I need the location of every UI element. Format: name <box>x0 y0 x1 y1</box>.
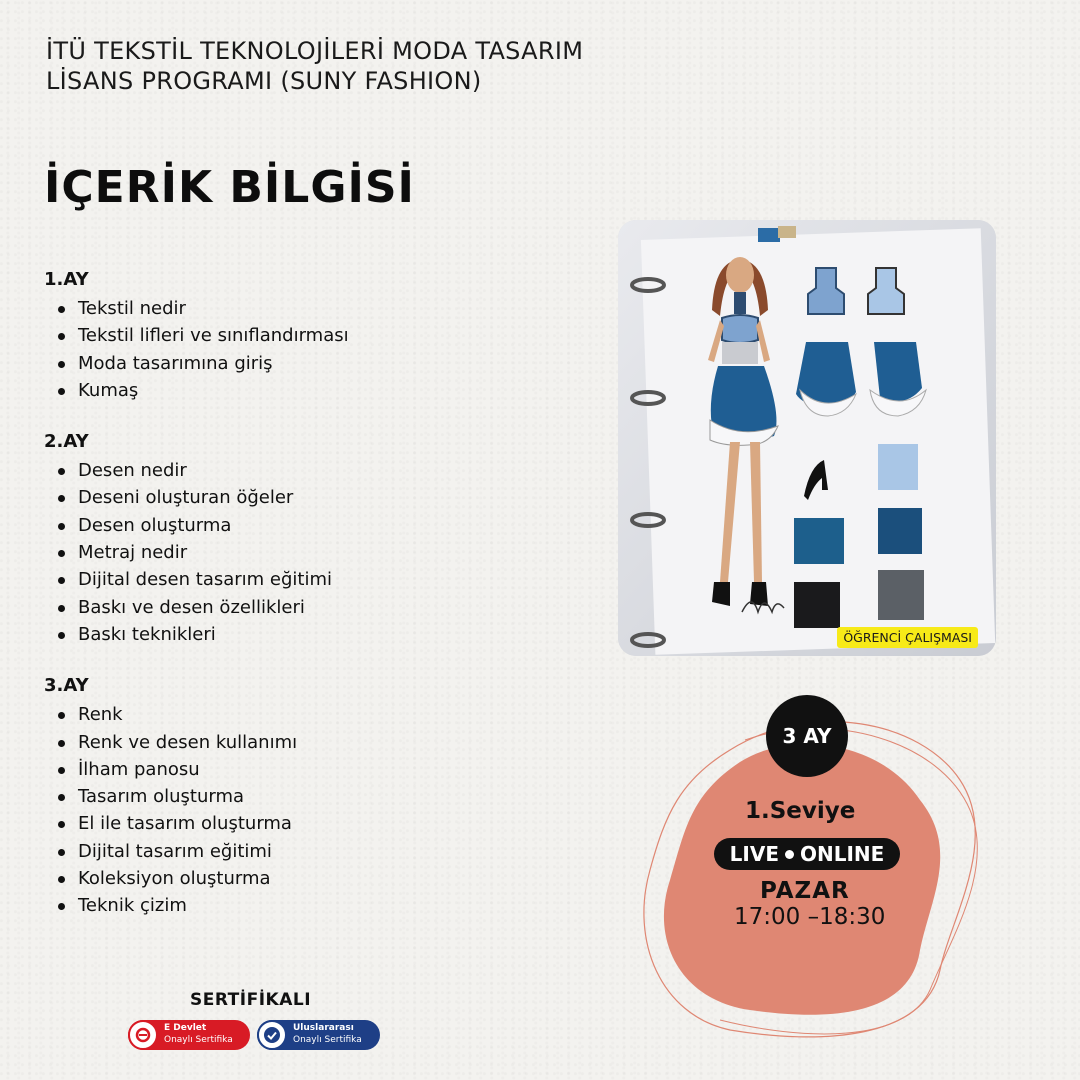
bullet-icon <box>58 821 65 828</box>
bullet-icon <box>58 468 65 475</box>
bullet-icon <box>58 632 65 639</box>
program-header-line2: LİSANS PROGRAMI (SUNY FASHION) <box>46 67 482 95</box>
bullet-icon <box>58 495 65 502</box>
bullet-icon <box>58 523 65 530</box>
bullet-icon <box>58 794 65 801</box>
live-online-pill <box>714 838 900 870</box>
list-item <box>58 810 564 837</box>
checkmark-icon <box>257 1020 287 1050</box>
bullet-icon <box>58 740 65 747</box>
bullet-icon <box>58 876 65 883</box>
level-label: 1.Seviye <box>745 798 856 824</box>
international-certificate-badge <box>257 1020 380 1050</box>
list-item <box>58 566 564 593</box>
list-item <box>58 594 564 621</box>
list-item <box>58 295 564 322</box>
intl-line2: Onaylı Sertifika <box>293 1035 362 1045</box>
month-section-2 <box>44 430 564 648</box>
month-section-1 <box>44 268 564 404</box>
duration-badge: 3 AY <box>766 695 848 777</box>
list-item <box>58 457 564 484</box>
edevlet-certificate-badge <box>128 1020 250 1050</box>
bullet-icon <box>58 712 65 719</box>
student-work-badge: ÖĞRENCİ ÇALIŞMASI <box>837 627 978 648</box>
list-item-label: İlham panosu <box>78 758 200 780</box>
list-item-label: Tasarım oluşturma <box>78 786 245 808</box>
online-label: ONLINE <box>800 842 885 866</box>
list-item <box>58 783 564 810</box>
month-title: 2.AY <box>44 431 89 453</box>
list-item-label: Metraj nedir <box>78 542 188 564</box>
program-header-line1: İTÜ TEKSTİL TEKNOLOJİLERİ MODA TASARIM <box>46 37 584 65</box>
list-item <box>58 512 564 539</box>
list-item <box>58 621 564 648</box>
list-item-label: Baskı teknikleri <box>78 623 216 645</box>
bullet-icon <box>58 605 65 612</box>
dot-separator-icon <box>785 850 794 859</box>
bullet-icon <box>58 550 65 557</box>
syllabus <box>44 268 564 946</box>
list-item <box>58 350 564 377</box>
time-label: 17:00 –18:30 <box>734 904 886 930</box>
list-item-label: Dijital tasarım eğitimi <box>78 840 272 862</box>
list-item-label: El ile tasarım oluşturma <box>78 813 292 835</box>
bullet-icon <box>58 361 65 368</box>
list-item <box>58 729 564 756</box>
program-header <box>46 36 583 96</box>
list-item-label: Kumaş <box>78 379 139 401</box>
month-title: 3.AY <box>44 675 89 697</box>
list-item <box>58 838 564 865</box>
list-item-label: Baskı ve desen özellikleri <box>78 596 305 618</box>
intl-line1: Uluslararası <box>293 1023 354 1033</box>
list-item <box>58 539 564 566</box>
list-item-label: Teknik çizim <box>78 895 187 917</box>
list-item <box>58 701 564 728</box>
list-item <box>58 322 564 349</box>
edevlet-line2: Onaylı Sertifika <box>164 1035 233 1045</box>
bullet-icon <box>58 306 65 313</box>
list-item-label: Tekstil lifleri ve sınıflandırması <box>78 325 349 347</box>
bullet-icon <box>58 903 65 910</box>
edevlet-line1: E Devlet <box>164 1023 207 1033</box>
bullet-icon <box>58 388 65 395</box>
list-item <box>58 865 564 892</box>
day-label: PAZAR <box>760 878 850 904</box>
list-item-label: Renk <box>78 704 123 726</box>
month-title: 1.AY <box>44 269 89 290</box>
live-label: LIVE <box>729 842 779 866</box>
list-item <box>58 892 564 919</box>
fashion-sketch-illustration <box>618 220 996 656</box>
list-item-label: Desen oluşturma <box>78 514 232 536</box>
list-item-label: Tekstil nedir <box>78 298 186 319</box>
bullet-icon <box>58 577 65 584</box>
list-item-label: Desen nedir <box>78 460 187 482</box>
student-work-photo <box>618 220 996 656</box>
list-item <box>58 484 564 511</box>
bullet-icon <box>58 767 65 774</box>
list-item-label: Renk ve desen kullanımı <box>78 731 298 753</box>
list-item-label: Moda tasarımına giriş <box>78 352 273 374</box>
page-title: İÇERİK BİLGİSİ <box>44 162 415 213</box>
edevlet-logo-icon <box>128 1020 158 1050</box>
bullet-icon <box>58 333 65 340</box>
bullet-icon <box>58 849 65 856</box>
list-item-label: Koleksiyon oluşturma <box>78 868 271 890</box>
certificate-title: SERTİFİKALI <box>190 990 312 1010</box>
month-section-3 <box>44 674 564 919</box>
list-item-label: Dijital desen tasarım eğitimi <box>78 569 333 591</box>
list-item-label: Deseni oluşturan öğeler <box>78 487 294 509</box>
list-item <box>58 756 564 783</box>
list-item <box>58 377 564 404</box>
